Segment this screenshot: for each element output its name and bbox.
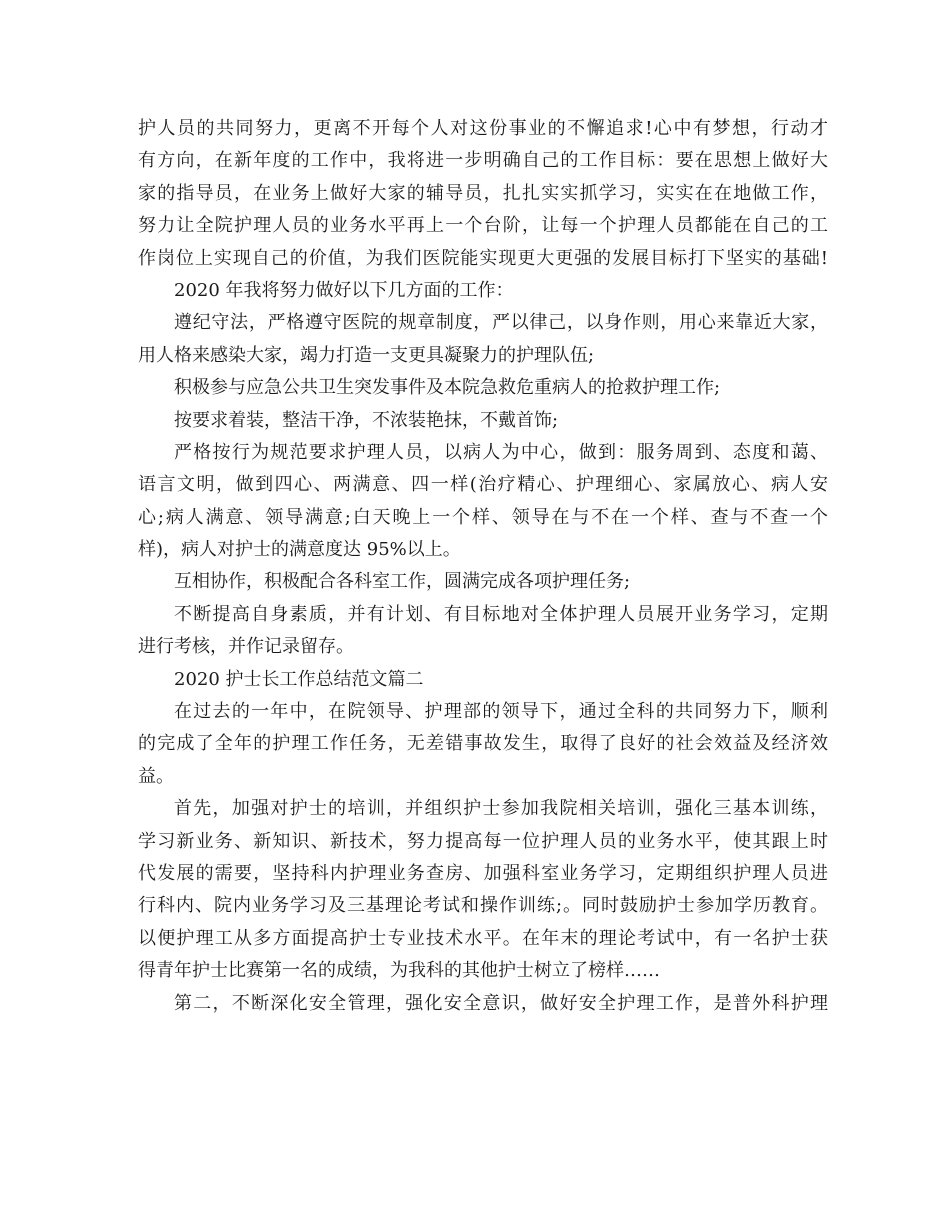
text-line: 以便护理工从多方面提高护士专业技术水平。在年末的理论考试中，有一名护士获 [138,927,828,949]
text-line: 益。 [138,765,174,787]
text-line: 家的指导员，在业务上做好大家的辅导员，扎扎实实抓学习，实实在在地做工作， [138,182,828,204]
text-line: 的完成了全年的护理工作任务，无差错事故发生，取得了良好的社会效益及经济效 [138,733,828,755]
text-line: 首先，加强对护士的培训，并组织护士参加我院相关培训，强化三基本训练， [174,798,828,820]
text-line: 积极参与应急公共卫生突发事件及本院急救危重病人的抢救护理工作; [174,377,721,399]
section-heading: 2020 护士长工作总结范文篇二 [174,668,424,690]
text-line: 样)，病人对护士的满意度达 95%以上。 [138,539,461,561]
text-line: 代发展的需要，坚持科内护理业务查房、加强科室业务学习，定期组织护理人员进 [138,862,828,884]
text-line: 2020 年我将努力做好以下几方面的工作： [174,279,514,301]
document-body [138,113,828,1020]
text-line: 第二，不断深化安全管理，强化安全意识，做好安全护理工作，是普外科护理 [174,992,828,1014]
text-line: 心;病人满意、领导满意;白天晚上一个样、领导在与不在一个样、查与不查一个 [138,506,828,528]
text-line: 有方向，在新年度的工作中，我将进一步明确自己的工作目标：要在思想上做好大 [138,150,828,172]
text-line: 努力让全院护理人员的业务水平再上一个台阶，让每一个护理人员都能在自己的工 [138,215,828,237]
text-line: 按要求着装，整洁干净，不浓装艳抹，不戴首饰; [174,409,559,431]
text-line: 进行考核，并作记录留存。 [138,636,354,658]
text-line: 护人员的共同努力，更离不开每个人对这份事业的不懈追求!心中有梦想，行动才 [138,118,828,139]
text-line: 语言文明，做到四心、两满意、四一样(治疗精心、护理细心、家属放心、病人安 [138,474,828,496]
text-line: 遵纪守法，严格遵守医院的规章制度，严以律己，以身作则，用心来靠近大家， [174,312,828,334]
text-line: 在过去的一年中，在院领导、护理部的领导下，通过全科的共同努力下，顺利 [174,701,828,723]
text-line: 用人格来感染大家，竭力打造一支更具凝聚力的护理队伍; [138,344,595,366]
text-line: 作岗位上实现自己的价值，为我们医院能实现更大更强的发展目标打下坚实的基础! [138,247,828,269]
text-line: 不断提高自身素质，并有计划、有目标地对全体护理人员展开业务学习，定期 [174,603,828,625]
text-line: 学习新业务、新知识、新技术，努力提高每一位护理人员的业务水平，使其跟上时 [138,830,828,852]
text-line: 严格按行为规范要求护理人员，以病人为中心，做到：服务周到、态度和蔼、 [174,441,828,463]
text-line: 行科内、院内业务学习及三基理论考试和操作训练;。同时鼓励护士参加学历教育。 [138,895,828,917]
text-line: 得青年护士比赛第一名的成绩，为我科的其他护士树立了榜样…… [138,960,660,982]
text-line: 互相协作，积极配合各科室工作，圆满完成各项护理任务; [174,571,631,593]
